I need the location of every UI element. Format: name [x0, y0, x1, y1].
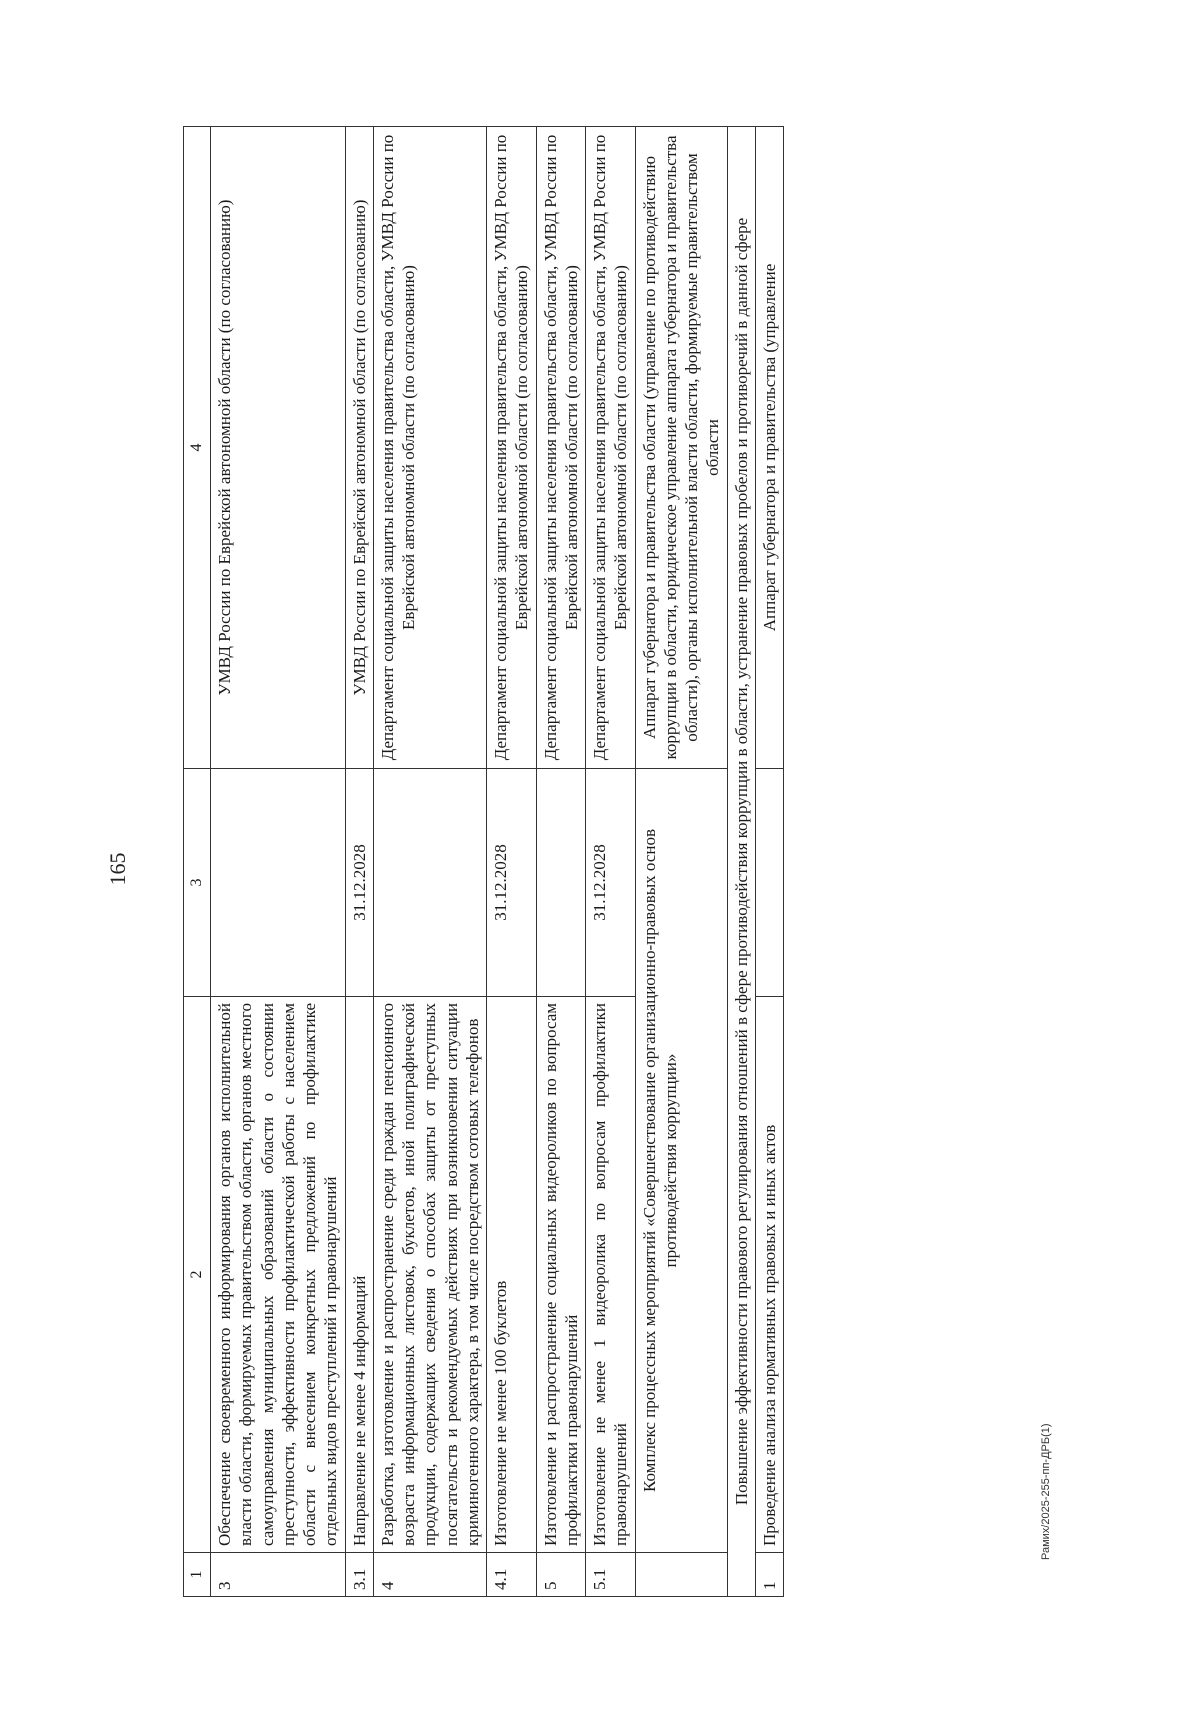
activity-cell: Разработка, изготовление и распространение среди граждан пенсионного возраста информационных листовок, буклетов, иной полиграфической продукции, содержащих сведения о способах защиты от преступных посягательств и рекомендуемых действиях при возникновении ситуации криминогенного характера, в том числе посредством сотовых телефонов — [373, 997, 486, 1553]
header-col-2: 2 — [184, 997, 211, 1553]
header-col-1: 1 — [184, 1553, 211, 1597]
activity-cell: Изготовление и распространение социальных видеороликов по вопросам профилактики правонарушений — [536, 997, 586, 1553]
activity-cell: Направление не менее 4 информаций — [345, 997, 373, 1553]
deadline-cell — [755, 769, 783, 997]
page-number: 165 — [105, 852, 130, 886]
goal-row — [727, 127, 755, 1597]
table-row — [211, 127, 346, 1597]
executor-cell: Департамент социальной защиты населения правительства области, УМВД России по Еврейской автономной области (по согласованию) — [536, 127, 586, 769]
table-row — [345, 127, 373, 1597]
deadline-cell — [536, 769, 586, 997]
activity-cell: Изготовление не менее 100 буклетов — [487, 997, 537, 1553]
activities-table — [183, 126, 784, 1597]
activity-cell: Обеспечение своевременного информирования органов исполнительной власти области, формируемых правительством области, органов местного самоуправления муниципальных образований области о состоянии преступности, эффективности профилактической работы с населением области с внесением конкретных предложений по профилактике отдельных видов преступлений и правонарушений — [211, 997, 346, 1553]
deadline-cell: 31.12.2028 — [586, 769, 636, 997]
complex-title: Комплекс процессных мероприятий «Совершенствование организационно-правовых основ противодействия коррупции» — [635, 769, 727, 1553]
table-row — [536, 127, 586, 1597]
executor-cell: Департамент социальной защиты населения правительства области, УМВД России по Еврейской автономной области (по согласованию) — [373, 127, 486, 769]
document-code: Рамих/2025-255-пп-ДРБ(1) — [1040, 1423, 1052, 1560]
executor-cell: УМВД России по Еврейской автономной области (по согласованию) — [211, 127, 346, 769]
deadline-cell — [211, 769, 346, 997]
executor-cell: УМВД России по Еврейской автономной области (по согласованию) — [345, 127, 373, 769]
activity-cell: Проведение анализа нормативных правовых и иных актов — [755, 997, 783, 1553]
goal-text: Повышение эффективности правового регулирования отношений в сфере противодействия коррупции в области, устранение правовых пробелов и противоречий в данной сфере — [727, 127, 755, 1597]
row-number — [635, 1553, 727, 1597]
row-number: 5 — [536, 1553, 586, 1597]
table-header-row — [184, 127, 211, 1597]
rotated-table-container — [183, 127, 1078, 1597]
row-number: 3.1 — [345, 1553, 373, 1597]
deadline-cell: 31.12.2028 — [487, 769, 537, 997]
row-number: 3 — [211, 1553, 346, 1597]
header-col-3: 3 — [184, 769, 211, 997]
deadline-cell: 31.12.2028 — [345, 769, 373, 997]
table-row — [755, 127, 783, 1597]
executor-cell: Департамент социальной защиты населения правительства области, УМВД России по Еврейской автономной области (по согласованию) — [487, 127, 537, 769]
row-number: 4 — [373, 1553, 486, 1597]
table-row — [373, 127, 486, 1597]
complex-executor: Аппарат губернатора и правительства области (управление по противодействию коррупции в области, юридическое управление аппарата губернатора и правительства области), органы исполнительной власти области, формируемые правительством области — [635, 127, 727, 769]
executor-cell: Департамент социальной защиты населения правительства области, УМВД России по Еврейской автономной области (по согласованию) — [586, 127, 636, 769]
row-number: 5.1 — [586, 1553, 636, 1597]
activity-cell: Изготовление не менее 1 видеоролика по вопросам профилактики правонарушений — [586, 997, 636, 1553]
deadline-cell — [373, 769, 486, 997]
row-number: 1 — [755, 1553, 783, 1597]
table-row — [487, 127, 537, 1597]
complex-row — [635, 127, 727, 1597]
row-number: 4.1 — [487, 1553, 537, 1597]
table-row — [586, 127, 636, 1597]
header-col-4: 4 — [184, 127, 211, 769]
executor-cell: Аппарат губернатора и правительства (управление — [755, 127, 783, 769]
